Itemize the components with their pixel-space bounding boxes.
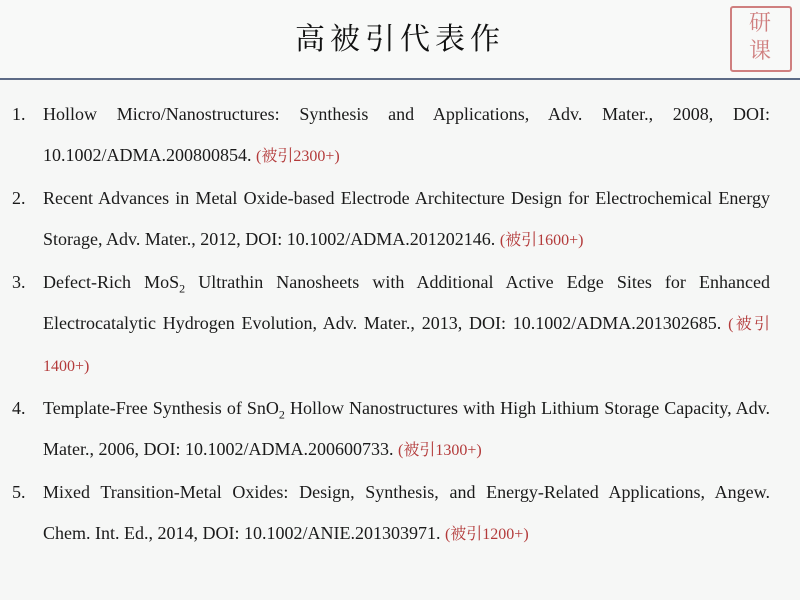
paper-list	[12, 94, 770, 556]
list-item	[12, 94, 770, 177]
paper-text: Recent Advances in Metal Oxide-based Electrode Architecture Design for Electrochemical Energy Storage, Adv. Mater., 2012, DOI: 10.1002/ADMA.201202146.	[43, 188, 770, 249]
citation-count: (被引1600+)	[499, 232, 584, 249]
item-number: 4.	[12, 398, 26, 418]
paper-text-after: Ultrathin Nanosheets with Additional Active Edge Sites for Enhanced Electrocatalytic Hydrogen Evolution, Adv. Mater., 2013, DOI: 10.1002/ADMA.201302685.	[43, 272, 770, 333]
paper-text-before: Defect-Rich MoS	[43, 272, 180, 292]
stamp-glyphs: 研 课	[748, 11, 773, 64]
citation-count: (被引1200+)	[444, 526, 529, 543]
paper-text-after: Hollow Nanostructures with High Lithium Storage Capacity, Adv. Mater., 2006, DOI: 10.1002/ADMA.200600733.	[43, 398, 770, 459]
paper-text: Mixed Transition-Metal Oxides: Design, Synthesis, and Energy-Related Applications, Angew. Chem. Int. Ed., 2014, DOI: 10.1002/ANIE.201303971.	[43, 482, 770, 543]
list-item	[12, 262, 770, 387]
item-number: 2.	[12, 188, 26, 208]
paper-text: Hollow Micro/Nanostructures: Synthesis and Applications, Adv. Mater., 2008, DOI: 10.1002/ADMA.200800854.	[43, 104, 770, 165]
subscript: 2	[278, 407, 285, 422]
item-number: 5.	[12, 482, 26, 502]
paper-entry	[43, 94, 770, 177]
citation-count: (被引2300+)	[256, 148, 340, 165]
subscript: 2	[179, 281, 186, 296]
page-title: 高被引代表作	[295, 22, 505, 57]
citation-count: (被引1400+)	[43, 316, 770, 375]
item-number: 1.	[12, 104, 26, 124]
list-item	[12, 472, 770, 555]
list-item	[12, 178, 770, 261]
watermark-stamp-logo	[730, 6, 792, 72]
paper-entry	[43, 472, 770, 555]
title-bar	[0, 0, 800, 80]
paper-entry	[43, 178, 770, 261]
paper-entry	[43, 262, 770, 387]
item-number: 3.	[12, 272, 26, 292]
paper-text-before: Template-Free Synthesis of SnO	[43, 398, 279, 418]
citation-count: (被引1300+)	[397, 442, 482, 459]
paper-entry	[43, 388, 770, 471]
list-item	[12, 388, 770, 471]
